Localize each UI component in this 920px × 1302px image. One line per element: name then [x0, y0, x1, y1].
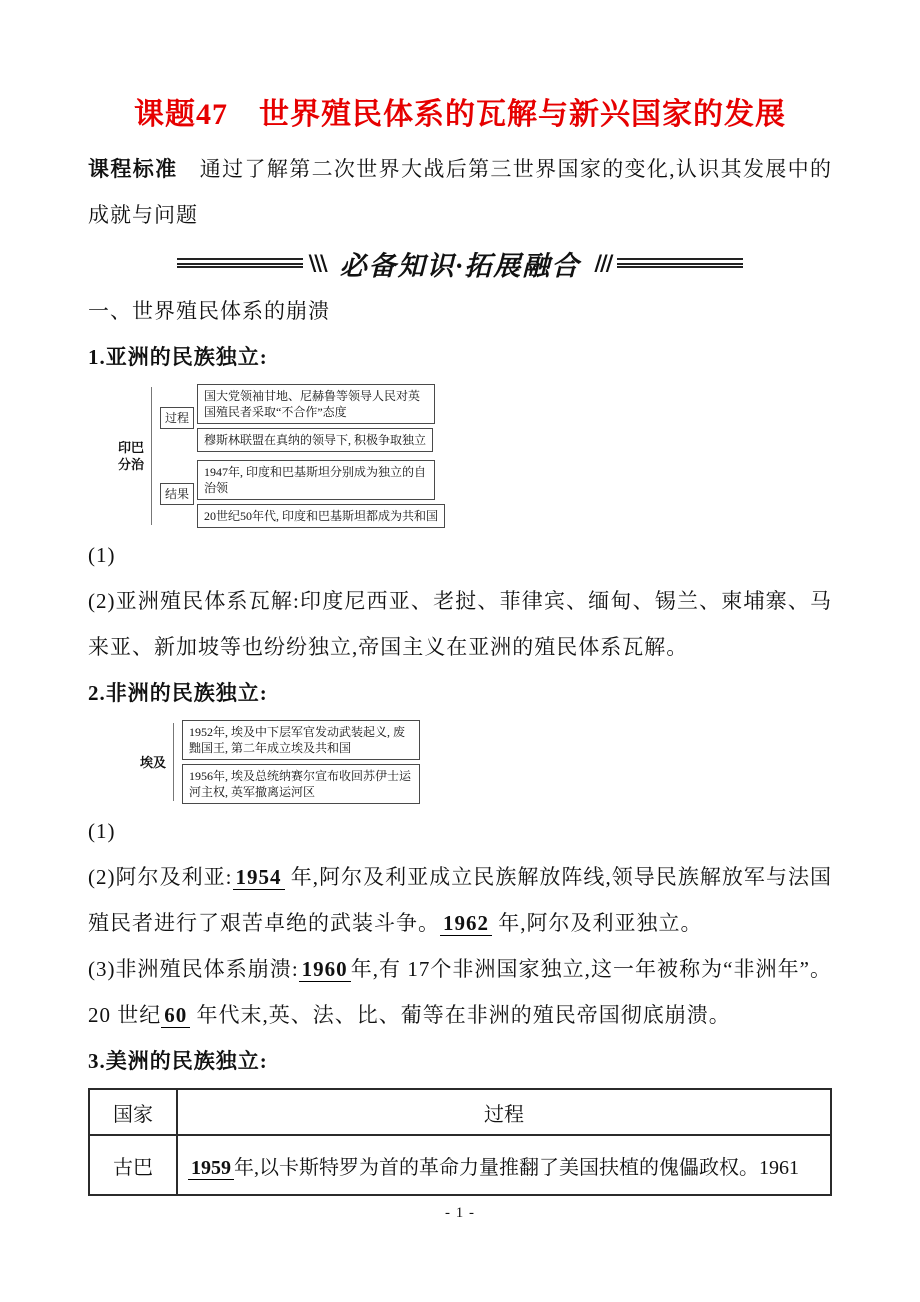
banner-left-slashes: \\\: [308, 251, 326, 275]
diagram-box: 1947年, 印度和巴基斯坦分别成为独立的自治领: [197, 460, 435, 500]
group-label-result: 结果: [160, 483, 194, 505]
diagram-box: 20世纪50年代, 印度和巴基斯坦都成为共和国: [197, 504, 445, 528]
africa-point-3-collapse: [88, 946, 832, 1038]
america-heading: 3.美洲的民族独立:: [88, 1049, 268, 1073]
egypt-diagram: [138, 720, 832, 804]
text-segment: (3)非洲殖民体系崩溃:: [88, 957, 299, 981]
text-segment: (2)阿尔及利亚:: [88, 865, 233, 889]
diagram-brace-line: [173, 723, 174, 801]
table-row: [89, 1135, 831, 1195]
diagram-brace-line: [151, 387, 152, 525]
america-table: [88, 1088, 832, 1196]
africa-heading: 2.非洲的民族独立:: [88, 681, 268, 705]
asia-heading: 1.亚洲的民族独立:: [88, 345, 268, 369]
group-items: [197, 460, 445, 528]
page-number: - 1 -: [445, 1205, 475, 1221]
text-segment: 年,有 17个非洲国家独立,这一年被称为“非洲年”。20 世纪: [88, 957, 833, 1027]
knowledge-banner: [88, 244, 832, 282]
africa-point-1: (1): [88, 819, 116, 843]
group-items: [197, 384, 435, 452]
banner-title: 必备知识·拓展融合: [339, 250, 581, 281]
asia-point-2: (2)亚洲殖民体系瓦解:印度尼西亚、老挝、菲律宾、缅甸、锡兰、柬埔寨、马来亚、新加坡等也纷纷独立,帝国主义在亚洲的殖民体系瓦解。: [88, 589, 832, 659]
diagram-root-label: 埃及: [139, 754, 166, 770]
answer-blank: 1960: [299, 957, 351, 982]
course-standard-paragraph: [88, 146, 832, 238]
cell-process-text: 年,以卡斯特罗为首的革命力量推翻了美国扶植的傀儡政权。1961: [234, 1156, 799, 1179]
text-segment: 年,阿尔及利亚成立民族解放阵线,领导民族解放军与法国殖民者进行了艰苦卓绝的武装斗争。: [88, 865, 832, 935]
cell-country: 古巴: [89, 1135, 177, 1195]
banner-right-slashes: ///: [594, 251, 612, 275]
group-items: [182, 720, 420, 804]
text-segment: 年代末,英、法、比、葡等在非洲的殖民帝国彻底崩溃。: [190, 1003, 731, 1027]
cell-process: [177, 1135, 831, 1195]
africa-point-2-algeria: [88, 854, 832, 946]
table-header-row: [89, 1089, 831, 1135]
diagram-group-process: [160, 384, 445, 452]
course-standard-label: 课程标准: [88, 157, 178, 181]
answer-blank: 1954: [233, 865, 285, 890]
diagram-root-label: 印巴分治: [117, 440, 144, 472]
column-header-process: 过程: [177, 1089, 831, 1135]
answer-blank: 1959: [188, 1157, 234, 1180]
diagram-groups: [160, 384, 445, 528]
answer-blank: 60: [161, 1003, 190, 1028]
banner-right-lines: [617, 258, 743, 268]
diagram-box: 国大党领袖甘地、尼赫鲁等领导人民对英国殖民者采取“不合作”态度: [197, 384, 435, 424]
lesson-title: 课题47 世界殖民体系的瓦解与新兴国家的发展: [134, 98, 786, 131]
india-pakistan-diagram: [116, 384, 832, 528]
group-label-process: 过程: [160, 407, 194, 429]
asia-point-1: (1): [88, 543, 116, 567]
diagram-box: 1952年, 埃及中下层军官发动武装起义, 废黜国王, 第二年成立埃及共和国: [182, 720, 420, 760]
column-header-country: 国家: [89, 1089, 177, 1135]
diagram-group-result: [160, 460, 445, 528]
text-segment: 年,阿尔及利亚独立。: [492, 911, 703, 935]
diagram-box: 穆斯林联盟在真纳的领导下, 积极争取独立: [197, 428, 433, 452]
course-standard-text: 通过了解第二次世界大战后第三世界国家的变化,认识其发展中的成就与问题: [88, 157, 833, 227]
answer-blank: 1962: [440, 911, 492, 936]
section-heading: 一、世界殖民体系的崩溃: [88, 299, 330, 323]
banner-left-lines: [177, 258, 303, 268]
diagram-box: 1956年, 埃及总统纳赛尔宣布收回苏伊士运河主权, 英军撤离运河区: [182, 764, 420, 804]
